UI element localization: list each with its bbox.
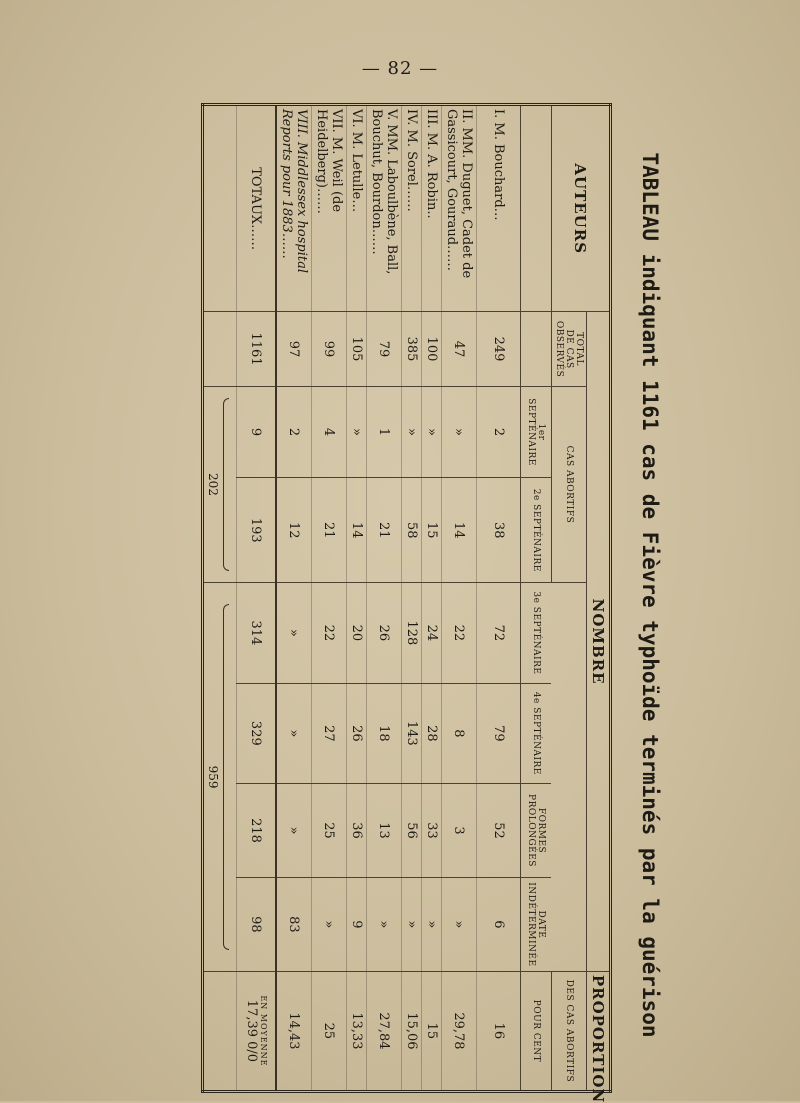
- table-row: [477, 105, 521, 1092]
- table-row: [312, 105, 347, 1092]
- totals-label: TOTAUX……: [237, 105, 277, 312]
- sept2-cell: 38: [477, 478, 521, 583]
- sept4-cell: 18: [367, 683, 402, 783]
- pourcent-cell: 27,84: [367, 971, 402, 1091]
- brace-abortifs: [223, 398, 229, 571]
- totals-prolongees: 218: [237, 784, 277, 878]
- header-sept1: 1er SEPTÉNAIRE: [521, 386, 552, 478]
- pourcent-cell: 15: [422, 971, 442, 1091]
- total-cell: 100: [422, 312, 442, 386]
- sept1-cell: 1: [367, 386, 402, 478]
- sept3-cell: 72: [477, 583, 521, 683]
- pourcent-cell: 14,43: [276, 971, 312, 1091]
- pourcent-cell: 15,06: [402, 971, 422, 1091]
- sept1-cell: »: [442, 386, 477, 478]
- sept4-cell: »: [276, 683, 312, 783]
- total-cell: 105: [347, 312, 367, 386]
- sept1-cell: 2: [477, 386, 521, 478]
- sept1-cell: 2: [276, 386, 312, 478]
- sept2-cell: 12: [276, 478, 312, 583]
- sept4-cell: 79: [477, 683, 521, 783]
- header-auteurs: AUTEURS: [552, 105, 611, 312]
- sept2-cell: 21: [312, 478, 347, 583]
- header-formes-prolongees: FORMES PROLONGÉES: [521, 784, 552, 878]
- totals-pourcent: [237, 971, 277, 1091]
- total-cell: 99: [312, 312, 347, 386]
- prolongees-cell: 36: [347, 784, 367, 878]
- pourcent-cell: 13,33: [347, 971, 367, 1091]
- prolongees-cell: 25: [312, 784, 347, 878]
- total-cell: 47: [442, 312, 477, 386]
- brace-later: [223, 604, 229, 949]
- sept2-cell: 21: [367, 478, 402, 583]
- sept3-cell: 26: [367, 583, 402, 683]
- table-row: [422, 105, 442, 1092]
- sept2-cell: 15: [422, 478, 442, 583]
- table-row: [402, 105, 422, 1092]
- header-des-cas-abortifs: DES CAS ABORTIFS: [552, 971, 587, 1091]
- header-sept4: 4e SEPTÉNAIRE: [521, 683, 552, 783]
- prolongees-cell: 3: [442, 784, 477, 878]
- header-total: TOTAL DE CAS OBSERVÉS: [552, 312, 587, 386]
- subtotal-later-value: 959: [206, 765, 220, 789]
- sept1-cell: »: [347, 386, 367, 478]
- indeterminee-cell: »: [367, 877, 402, 971]
- sept3-cell: »: [276, 583, 312, 683]
- prolongees-cell: 13: [367, 784, 402, 878]
- prolongees-cell: »: [276, 784, 312, 878]
- author-cell: IV. M. Sorel……: [402, 105, 422, 312]
- indeterminee-cell: »: [402, 877, 422, 971]
- header-pour-cent: POUR CENT: [521, 971, 552, 1091]
- sept1-cell: 4: [312, 386, 347, 478]
- prolongees-cell: 56: [402, 784, 422, 878]
- indeterminee-cell: »: [442, 877, 477, 971]
- header-proportion: PROPORTION: [587, 971, 611, 1091]
- totals-sept1: 9: [237, 386, 277, 478]
- subtotal-later: [203, 583, 237, 972]
- author-cell: I. M. Bouchard…: [477, 105, 521, 312]
- header-spacer: [552, 583, 587, 972]
- author-cell: VII. M. Weil (de Heidelberg)……: [312, 105, 347, 312]
- totals-total: 1161: [237, 312, 277, 386]
- subtotal-abortifs: [203, 386, 237, 583]
- prolongees-cell: 33: [422, 784, 442, 878]
- sept4-cell: 28: [422, 683, 442, 783]
- subtotal-empty-3: [203, 971, 237, 1091]
- total-cell: 249: [477, 312, 521, 386]
- page-number: — 82 —: [361, 58, 439, 79]
- sept3-cell: 24: [422, 583, 442, 683]
- table-row: [347, 105, 367, 1092]
- indeterminee-cell: 83: [276, 877, 312, 971]
- sept4-cell: 26: [347, 683, 367, 783]
- total-cell: 79: [367, 312, 402, 386]
- prolongees-cell: 52: [477, 784, 521, 878]
- pourcent-cell: 29,78: [442, 971, 477, 1091]
- indeterminee-cell: 9: [347, 877, 367, 971]
- sept4-cell: 8: [442, 683, 477, 783]
- totals-sept4: 329: [237, 683, 277, 783]
- subtotal-empty-2: [203, 312, 237, 386]
- author-cell: VI. M. Letulle…: [347, 105, 367, 312]
- indeterminee-cell: »: [312, 877, 347, 971]
- header-empty: [521, 105, 552, 312]
- subtotal-abortifs-value: 202: [206, 472, 220, 496]
- author-cell: III. M. A. Robin..: [422, 105, 442, 312]
- sept2-cell: 14: [347, 478, 367, 583]
- header-sept3: 3e SEPTÉNAIRE: [521, 583, 552, 683]
- author-cell: VIII. Middlessex hospital Reports pour 1883……: [276, 105, 312, 312]
- header-cas-abortifs: CAS ABORTIFS: [552, 386, 587, 583]
- sept4-cell: 27: [312, 683, 347, 783]
- author-cell: V. MM. Laboulbène, Ball, Bouchut, Bourdon……: [367, 105, 402, 312]
- pourcent-cell: 25: [312, 971, 347, 1091]
- header-empty-2: [521, 312, 552, 386]
- typhoid-table: [201, 103, 612, 1103]
- totals-sept2: 193: [237, 478, 277, 583]
- sept4-cell: 143: [402, 683, 422, 783]
- header-sept2: 2e SEPTÉNAIRE: [521, 478, 552, 583]
- totals-indeterminee: 98: [237, 877, 277, 971]
- table-row: [367, 105, 402, 1092]
- indeterminee-cell: 6: [477, 877, 521, 971]
- table-row: [442, 105, 477, 1092]
- sept2-cell: 58: [402, 478, 422, 583]
- totals-pct-label: EN MOYENNE: [259, 995, 268, 1067]
- subtotal-row: [203, 105, 237, 1092]
- sept3-cell: 20: [347, 583, 367, 683]
- totals-row: [237, 105, 277, 1092]
- total-cell: 385: [402, 312, 422, 386]
- sept3-cell: 128: [402, 583, 422, 683]
- rotated-table-block: [150, 95, 670, 1103]
- indeterminee-cell: »: [422, 877, 442, 971]
- author-cell: II. MM. Duguet, Cadet de Gassicourt, Gouraud……: [442, 105, 477, 312]
- totals-sept3: 314: [237, 583, 277, 683]
- sept3-cell: 22: [442, 583, 477, 683]
- totals-pct-value: 17,39 0/0: [244, 999, 259, 1063]
- header-nombre: NOMBRE: [587, 312, 611, 971]
- pourcent-cell: 16: [477, 971, 521, 1091]
- sept3-cell: 22: [312, 583, 347, 683]
- total-cell: 97: [276, 312, 312, 386]
- subtotal-empty: [203, 105, 237, 312]
- sept1-cell: »: [422, 386, 442, 478]
- table-row: [276, 105, 312, 1092]
- header-date-indeterminee: DATE INDÉTERMINÉE: [521, 877, 552, 971]
- sept1-cell: »: [402, 386, 422, 478]
- table-title: TABLEAU indiquant 1161 cas de Fièvre typhoïde terminés par la guérison: [638, 152, 662, 1038]
- sept2-cell: 14: [442, 478, 477, 583]
